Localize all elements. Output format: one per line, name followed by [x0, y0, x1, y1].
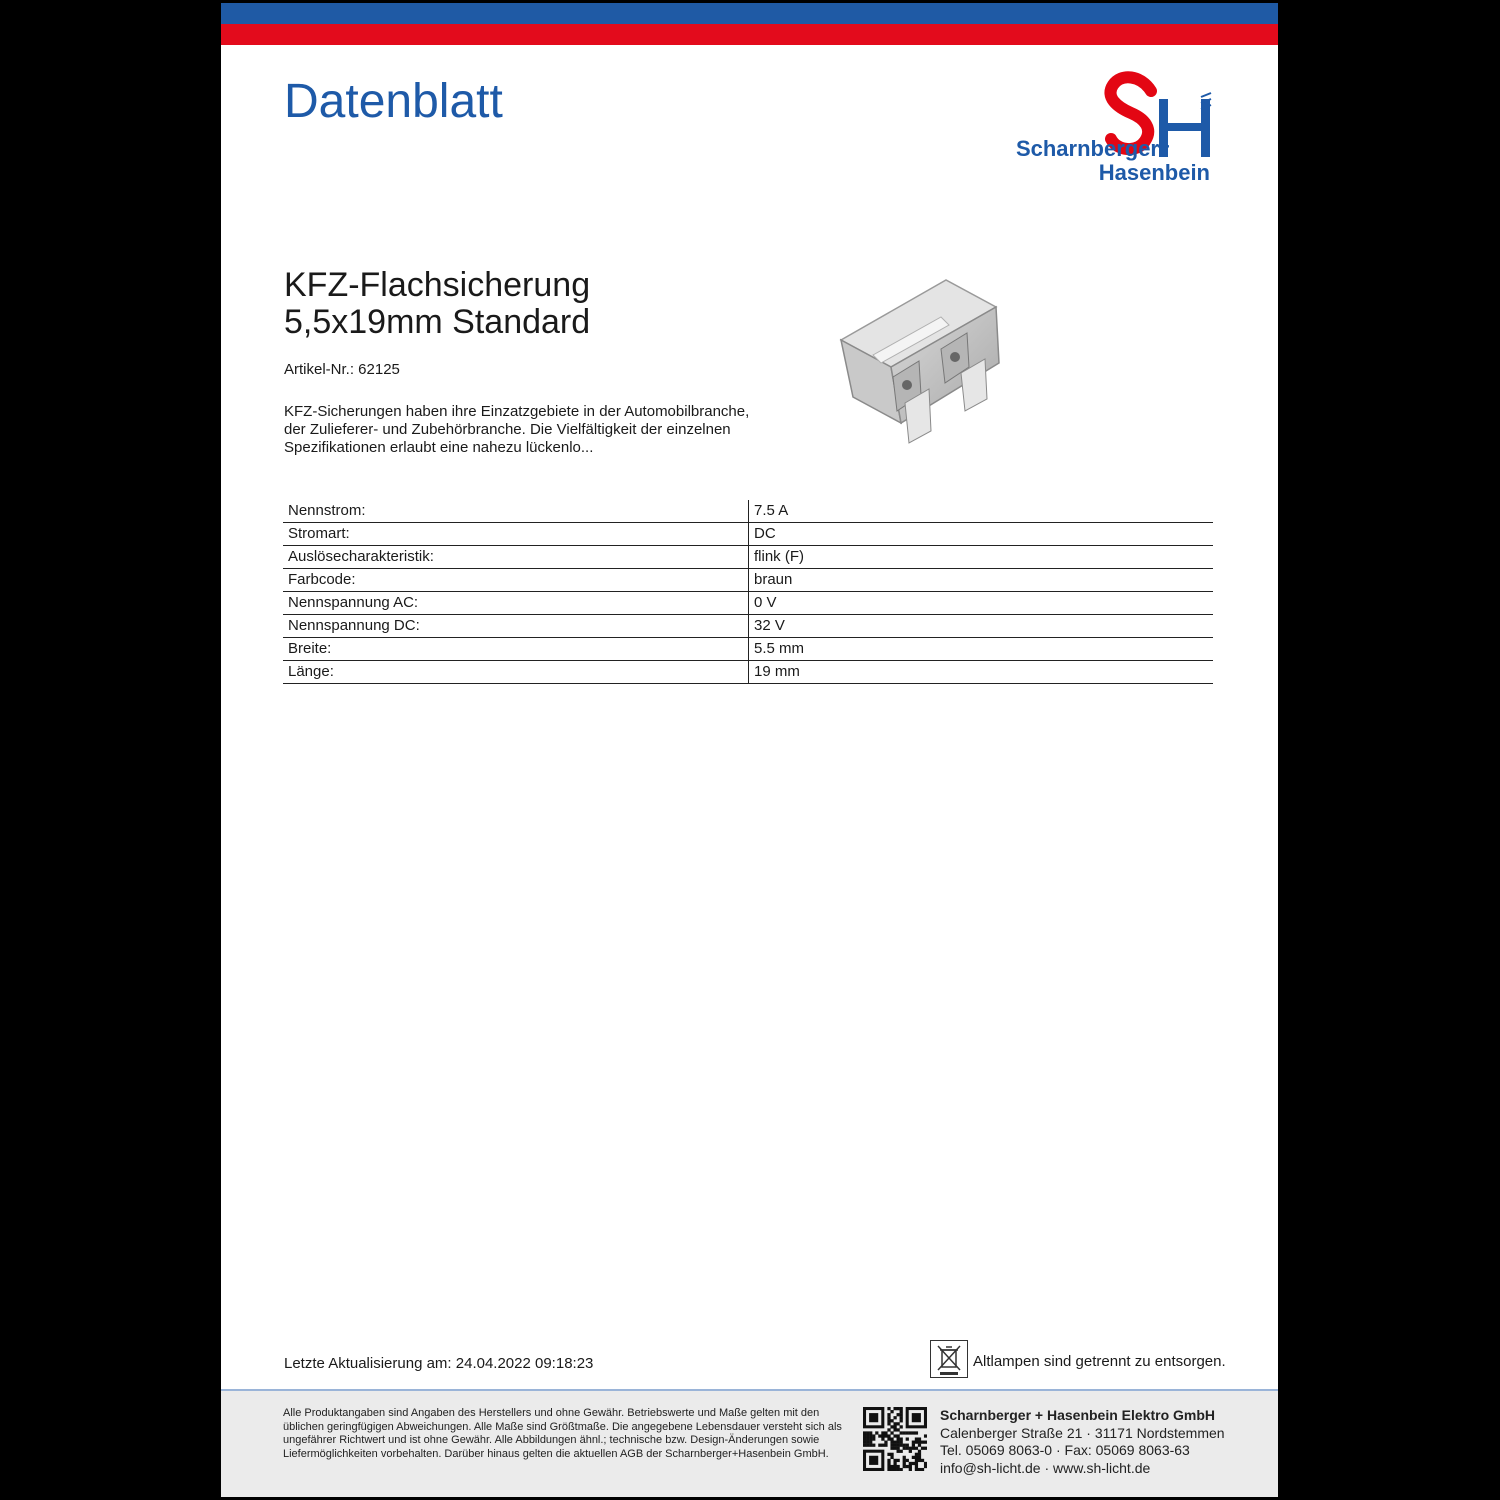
spec-value: 7.5 A	[749, 500, 1214, 523]
spec-row	[283, 569, 1213, 592]
logo-text-scharnberger: Scharnberger	[1015, 136, 1159, 161]
company-logo	[981, 67, 1221, 187]
footer	[221, 1389, 1278, 1497]
top-blue-bar	[221, 3, 1278, 24]
spec-value: 32 V	[749, 615, 1214, 638]
company-address: Calenberger Straße 21 · 31171 Nordstemmen	[940, 1424, 1225, 1441]
spec-row	[283, 615, 1213, 638]
spec-row	[283, 592, 1213, 615]
spec-label: Nennspannung DC:	[283, 615, 749, 638]
crossed-out-bin-icon	[930, 1340, 968, 1378]
company-phone: Tel. 05069 8063-0 · Fax: 05069 8063-63	[940, 1442, 1190, 1458]
footer-disclaimer: Alle Produktangaben sind Angaben des Herstellers und ohne Gewähr. Betriebswerte und Maße gelten mit den üblichen geringfügigen Abweichungen. Alle Maße sind Größtmaße. Die angegebene Lebensdauer versteht sich als ungefährer Richtwert und ist ohne Gewähr. Alle Abbildungen ähnl.; technische bzw. Design-Änderungen sowie Liefermöglichkeiten vorbehalten. Darüber hinaus gelten die aktuellen AGB der Scharnberger+Hasenbein GmbH.	[283, 1407, 842, 1460]
spec-row	[283, 661, 1213, 684]
qr-code-icon	[863, 1407, 927, 1471]
blade-fuse-image	[801, 265, 1039, 477]
page-title: Datenblatt	[284, 75, 503, 128]
spec-label: Nennspannung AC:	[283, 592, 749, 615]
spec-row	[283, 523, 1213, 546]
article-number: Artikel-Nr.: 62125	[284, 361, 400, 378]
datasheet-page	[221, 3, 1278, 1497]
spec-row	[283, 546, 1213, 569]
spec-value: flink (F)	[749, 546, 1214, 569]
company-contact	[940, 1407, 1225, 1477]
spec-value: 19 mm	[749, 661, 1214, 684]
specs-table	[283, 500, 1213, 684]
spec-label: Nennstrom:	[283, 500, 749, 523]
spec-value: braun	[749, 569, 1214, 592]
logo-text-hasenbein: Hasenbein	[1098, 160, 1210, 185]
logo-plus: +	[1157, 134, 1170, 159]
spec-label: Länge:	[283, 661, 749, 684]
spec-label: Stromart:	[283, 523, 749, 546]
spec-label: Farbcode:	[283, 569, 749, 592]
last-update: Letzte Aktualisierung am: 24.04.2022 09:18:23	[284, 1355, 594, 1372]
spec-value: 0 V	[749, 592, 1214, 615]
spec-label: Auslösecharakteristik:	[283, 546, 749, 569]
spec-value: DC	[749, 523, 1214, 546]
spec-label: Breite:	[283, 638, 749, 661]
product-title	[284, 267, 764, 341]
company-web: info@sh-licht.de · www.sh-licht.de	[940, 1459, 1151, 1476]
product-title-line1: KFZ-Flachsicherung	[284, 266, 591, 304]
spec-row	[283, 500, 1213, 523]
spec-value: 5.5 mm	[749, 638, 1214, 661]
spec-row	[283, 638, 1213, 661]
disposal-note: Altlampen sind getrennt zu entsorgen.	[973, 1353, 1226, 1370]
company-name: Scharnberger + Hasenbein Elektro GmbH	[940, 1407, 1216, 1423]
product-title-line2: 5,5x19mm Standard	[284, 303, 591, 341]
product-description: KFZ-Sicherungen haben ihre Einzatzgebiete in der Automobilbranche, der Zulieferer- und Zubehörbranche. Die Vielfältigkeit der einzelnen Spezifikationen erlaubt eine nahezu lückenlo...	[284, 403, 750, 456]
top-red-bar	[221, 24, 1278, 45]
